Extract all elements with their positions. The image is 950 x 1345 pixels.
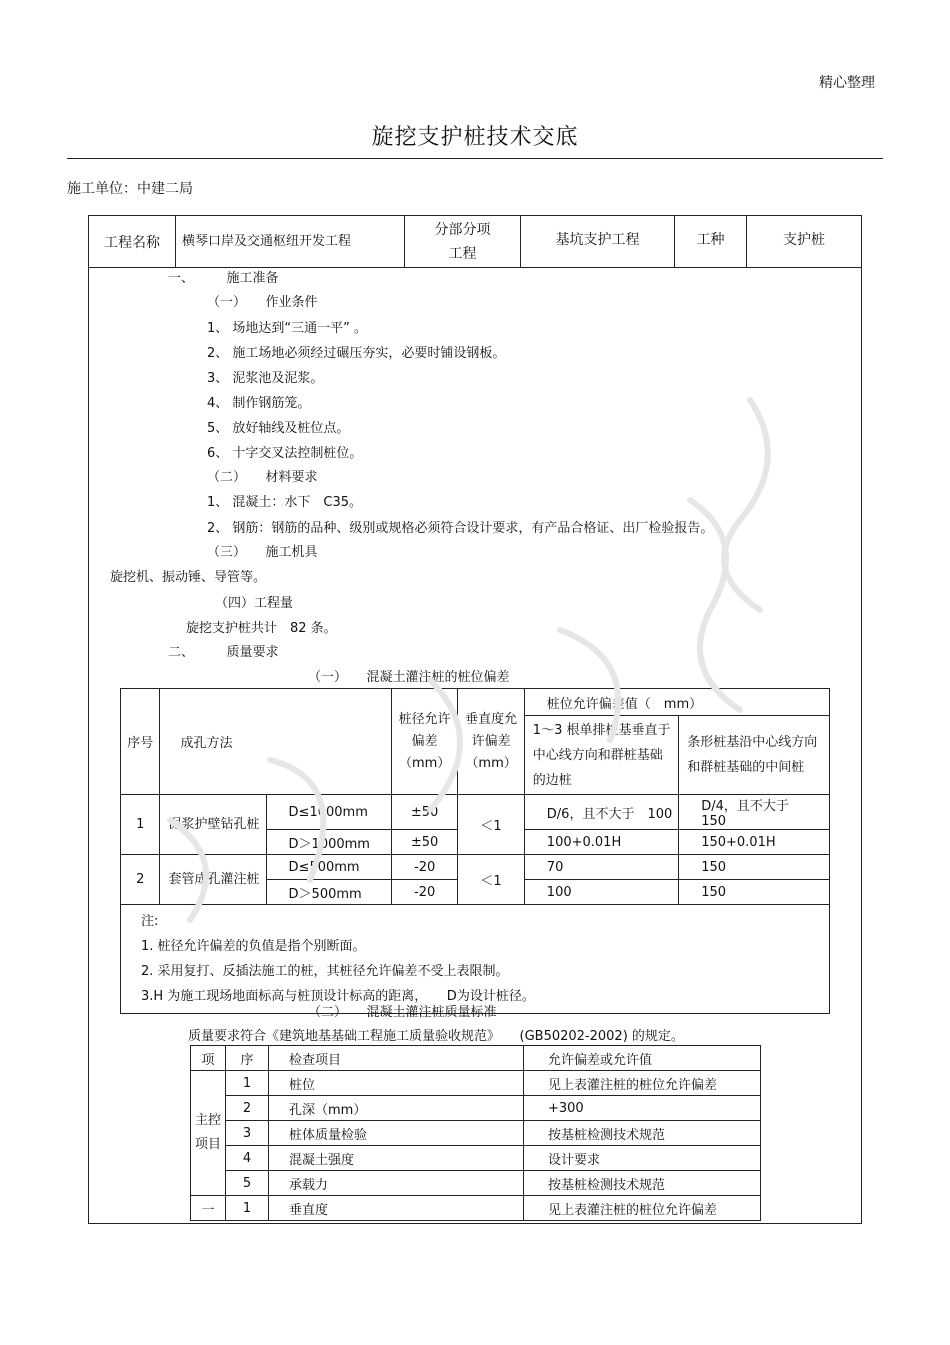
trade-value: 支护桩 xyxy=(783,232,825,248)
list-item: 2、 钢筋：钢筋的品种、级别或规格必须符合设计要求，有产品合格证、出厂检验报告。 xyxy=(207,521,714,536)
table-cell: 150 xyxy=(679,855,830,880)
table-cell: 100+0.01H xyxy=(524,830,678,855)
project-name-value: 横琴口岸及交通枢纽开发工程 xyxy=(182,233,352,249)
table-cell: 设计要求 xyxy=(524,1146,761,1171)
table-cell: 70 xyxy=(524,855,678,880)
list-item: 1、 混凝土：水下 C35。 xyxy=(207,495,363,510)
list-item: 3、 泥浆池及泥浆。 xyxy=(207,371,324,386)
table-cell: 150 xyxy=(679,880,830,905)
sub-project-label-line2: 工程 xyxy=(448,245,477,262)
note-line: 注: xyxy=(141,914,159,929)
list-item: 5、 放好轴线及桩位点。 xyxy=(207,421,350,436)
list-item: 1、 场地达到“三通一平” 。 xyxy=(207,321,368,336)
table-cell: -20 xyxy=(391,855,457,880)
group-label-main-control: 主控项目 xyxy=(191,1071,226,1196)
table-notes xyxy=(121,905,830,1014)
title-rule xyxy=(67,158,883,159)
section-heading: 一、 施工准备 xyxy=(168,271,279,286)
table-header: 项 xyxy=(191,1046,226,1071)
table-cell: ＜1 xyxy=(458,855,524,905)
trade-label: 工种 xyxy=(696,232,725,248)
table-cell: 桩体质量检验 xyxy=(269,1121,524,1146)
table-header: 成孔方法 xyxy=(160,689,391,795)
table-cell: 桩位 xyxy=(269,1071,524,1096)
sub-heading: （三） 施工机具 xyxy=(207,545,318,560)
table-cell: 见上表灌注桩的桩位允许偏差 xyxy=(524,1196,761,1221)
table-cell: +300 xyxy=(524,1096,761,1121)
project-name-label: 工程名称 xyxy=(104,234,160,251)
sub-project-label xyxy=(405,216,520,267)
note-line: 2. 采用复打、反插法施工的桩，其桩径允许偏差不受上表限制。 xyxy=(141,964,509,979)
table-cell: D/4，且不大于 150 xyxy=(679,795,830,830)
table-header: 检查项目 xyxy=(269,1046,524,1071)
group-label-general: 一 xyxy=(191,1196,226,1221)
note-line: 1. 桩径允许偏差的负值是指个别断面。 xyxy=(141,939,366,954)
table-cell: 混凝土强度 xyxy=(269,1146,524,1171)
table-cell: 4 xyxy=(226,1146,269,1171)
note-line: 3.H 为施工现场地面标高与桩顶设计标高的距离， D为设计桩径。 xyxy=(141,989,535,1004)
table-cell: 100 xyxy=(524,880,678,905)
table-cell: 承载力 xyxy=(269,1171,524,1196)
table-header: 桩径允许偏差（mm） xyxy=(391,689,457,795)
table-cell: D/6，且不大于 100 xyxy=(524,795,678,830)
sub-heading: （四）工程量 xyxy=(215,596,294,611)
table-cell: 1 xyxy=(121,795,160,855)
table-cell: D＞1000mm xyxy=(266,830,391,855)
table-cell: 泥浆护壁钻孔桩 xyxy=(160,795,266,855)
table-cell: 按基桩检测技术规范 xyxy=(524,1171,761,1196)
table-cell: D≤500mm xyxy=(266,855,391,880)
header-note: 精心整理 xyxy=(819,75,875,91)
table-cell: 3 xyxy=(226,1121,269,1146)
list-item: 4、 制作钢筋笼。 xyxy=(207,396,311,411)
sub-heading: （二） 混凝土灌注桩质量标准 xyxy=(308,1005,497,1020)
sub-heading: （一） 作业条件 xyxy=(207,295,318,310)
table-cell: 1 xyxy=(226,1196,269,1221)
table-header: 条形桩基沿中心线方向和群桩基础的中间桩 xyxy=(679,716,830,795)
table-cell: 见上表灌注桩的桩位允许偏差 xyxy=(524,1071,761,1096)
table-cell: D≤1000mm xyxy=(266,795,391,830)
pile-deviation-table xyxy=(120,688,830,1014)
sub-project-label-line1: 分部分项 xyxy=(434,221,491,238)
table-cell: ±50 xyxy=(391,795,457,830)
table-cell: -20 xyxy=(391,880,457,905)
sub-heading: （一） 混凝土灌注桩的桩位偏差 xyxy=(308,670,510,685)
document-title: 旋挖支护桩技术交底 xyxy=(371,125,579,150)
table-cell: 1 xyxy=(226,1071,269,1096)
table-header: 垂直度允许偏差（mm） xyxy=(458,689,524,795)
construction-unit: 施工单位：中建二局 xyxy=(67,181,193,197)
table-cell: ±50 xyxy=(391,830,457,855)
standard-intro: 质量要求符合《建筑地基基础工程施工质量验收规范》 (GB50202-2002) 的规定。 xyxy=(188,1029,684,1044)
sub-project-value: 基坑支护工程 xyxy=(555,232,640,248)
table-cell: 2 xyxy=(121,855,160,905)
section-heading: 二、 质量要求 xyxy=(168,645,279,660)
table-cell: 5 xyxy=(226,1171,269,1196)
table-cell: 孔深（mm） xyxy=(269,1096,524,1121)
table-header: 桩位允许偏差值（ mm） xyxy=(524,689,829,716)
table-cell: ＜1 xyxy=(458,795,524,855)
quality-standard-table xyxy=(190,1045,761,1221)
table-header: 1～3 根单排桩基垂直于中心线方向和群桩基础的边桩 xyxy=(524,716,678,795)
table-header: 序号 xyxy=(121,689,160,795)
table-cell: 2 xyxy=(226,1096,269,1121)
table-cell: 150+0.01H xyxy=(679,830,830,855)
list-item: 旋挖机、振动锤、导管等。 xyxy=(110,570,267,585)
table-cell: D＞500mm xyxy=(266,880,391,905)
sub-heading: （二） 材料要求 xyxy=(207,470,318,485)
table-cell: 套管成孔灌注桩 xyxy=(160,855,266,905)
table-cell: 垂直度 xyxy=(269,1196,524,1221)
list-item: 6、 十字交叉法控制桩位。 xyxy=(207,446,363,461)
table-cell: 按基桩检测技术规范 xyxy=(524,1121,761,1146)
list-item: 2、 施工场地必须经过碾压夯实，必要时铺设钢板。 xyxy=(207,346,506,361)
table-header: 序 xyxy=(226,1046,269,1071)
list-item: 旋挖支护桩共计 82 条。 xyxy=(186,621,337,636)
table-header: 允许偏差或允许值 xyxy=(524,1046,761,1071)
